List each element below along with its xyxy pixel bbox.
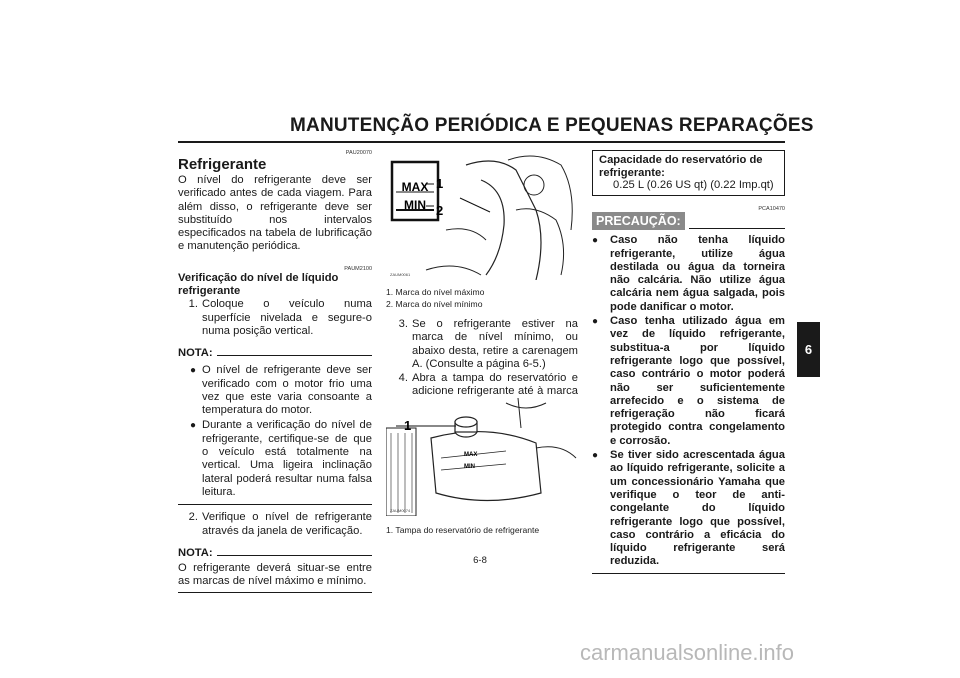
reservoir-min-text: MIN: [464, 464, 475, 470]
nota-bullet: [178, 364, 372, 417]
nota-rule: [217, 355, 372, 356]
page-number: 6-8: [473, 555, 487, 566]
bullet-icon: ●: [592, 235, 599, 247]
figure-caption: 1. Marca do nível máximo: [386, 287, 485, 297]
nota-header: [178, 347, 372, 359]
step-number: 3.: [398, 318, 408, 330]
caution-label: PRECAUÇÃO:: [592, 212, 685, 230]
chapter-tab: 6: [797, 322, 820, 377]
min-mark-text: MIN: [404, 198, 426, 212]
step-2: [178, 511, 372, 538]
column-3: [592, 150, 785, 574]
column-2: [386, 150, 578, 412]
reservoir-cap-illustration: [386, 398, 578, 516]
nota-end-rule: [178, 592, 372, 593]
max-mark-text: MAX: [401, 180, 429, 194]
level-marks-illustration: [386, 150, 578, 280]
title-rule: [178, 141, 785, 143]
caution-bullet: [592, 449, 785, 569]
nota-rule: [217, 555, 372, 556]
reservoir-max-text: MAX: [464, 452, 478, 458]
section-code: PAU20070: [345, 150, 372, 156]
nota-end-rule: [178, 504, 372, 505]
figure-2: [386, 398, 578, 537]
callout-2: 2: [436, 203, 444, 218]
figure-code: ZAUM0074: [390, 508, 411, 513]
figure-caption: 2. Marca do nível mínimo: [386, 298, 483, 309]
bullet-text: Se tiver sido acrescentada água ao líquido refrigerante, solicite a um concessionário Yamaha que verifique o teor de anti-congelante do líquido refrigerante logo que possível, caso contrário a eficácia do líquido refrigerante será reduzida.: [610, 449, 785, 568]
callout-1: 1: [404, 418, 412, 433]
bullet-icon: ●: [592, 316, 599, 328]
nota-text: O refrigerante deverá situar-se entre as marcas de nível máximo e mínimo.: [178, 561, 372, 588]
nota-label: NOTA:: [178, 546, 213, 559]
caution-bullet: [592, 234, 785, 314]
bullet-icon: ●: [189, 365, 196, 377]
nota-bullet: [178, 419, 372, 499]
step-1: [178, 298, 372, 338]
nota-header: [178, 547, 372, 559]
capacity-label: Capacidade do reservatório de refrigerante:: [599, 154, 763, 179]
column-1: [178, 150, 372, 593]
subsection-heading: Verificação do nível de líquido refrigerante: [178, 271, 339, 298]
bullet-icon: ●: [189, 420, 196, 432]
caution-end-rule: [592, 573, 785, 574]
step-number: 4.: [398, 372, 408, 385]
bullet-text: Caso não tenha líquido refrigerante, utilize água destilada ou água da torneira não calcária. Não utilize água calcária nem água salgada, pois pode danificar o motor.: [610, 234, 785, 313]
bullet-text: O nível de refrigerante deve ser verificado com o motor frio uma vez que este varia consoante a temperatura do motor.: [202, 364, 372, 417]
capacity-box: [592, 150, 785, 196]
step-number: 1.: [188, 298, 198, 311]
bullet-text: Durante a verificação do nível de refrigerante, certifique-se de que o veículo está totalmente na vertical. Uma ligeira inclinação lateral poderá resultar numa falsa leitura.: [202, 419, 372, 498]
step-text: Verifique o nível de refrigerante através da janela de verificação.: [202, 511, 372, 537]
step-text: Coloque o veículo numa superfície nivelada e segure-o numa posição vertical.: [202, 298, 372, 337]
step-number: 2.: [188, 511, 198, 524]
section-heading: Refrigerante: [178, 156, 267, 173]
intro-paragraph: O nível do refrigerante deve ser verificado antes de cada viagem. Para além disso, o refrigerante deve ser substituído nos intervalos especificados na tabela de lubrificação e manutenção periódica.: [178, 174, 372, 253]
step-text: Abra a tampa do reservatório e adicione refrigerante até à marca: [412, 372, 578, 398]
nota-label: NOTA:: [178, 347, 213, 360]
callout-1: 1: [436, 176, 444, 191]
figure-code: ZAUM0061: [390, 272, 411, 277]
bullet-icon: ●: [592, 450, 599, 462]
step-3: [386, 318, 578, 371]
capacity-value: 0.25 L (0.26 US qt) (0.22 Imp.qt): [613, 179, 774, 191]
subsection-code: PAUM2100: [344, 265, 372, 272]
page-title: MANUTENÇÃO PERIÓDICA E PEQUENAS REPARAÇÕES: [290, 115, 814, 136]
figure-caption: 1. Tampa do reservatório de refrigerante: [386, 525, 540, 535]
step-text: Se o refrigerante estiver na marca de nível mínimo, ou abaixo desta, retire a carenagem A. (Consulte a página 6-5.): [412, 318, 578, 370]
watermark: carmanualsonline.info: [580, 640, 795, 665]
caution-code: PCA10470: [758, 206, 785, 213]
caution-rule: [689, 228, 785, 229]
caution-bullet: [592, 315, 785, 448]
bullet-text: Caso tenha utilizado água em vez de líquido refrigerante, substitua-a por líquido refrigerante logo que possível, caso contrário o motor poderá não ser suficientemente arrefecido e o sistema de refrigeração não ficará protegido contra congelamento e corrosão.: [610, 315, 785, 447]
caution-header: [592, 212, 785, 230]
